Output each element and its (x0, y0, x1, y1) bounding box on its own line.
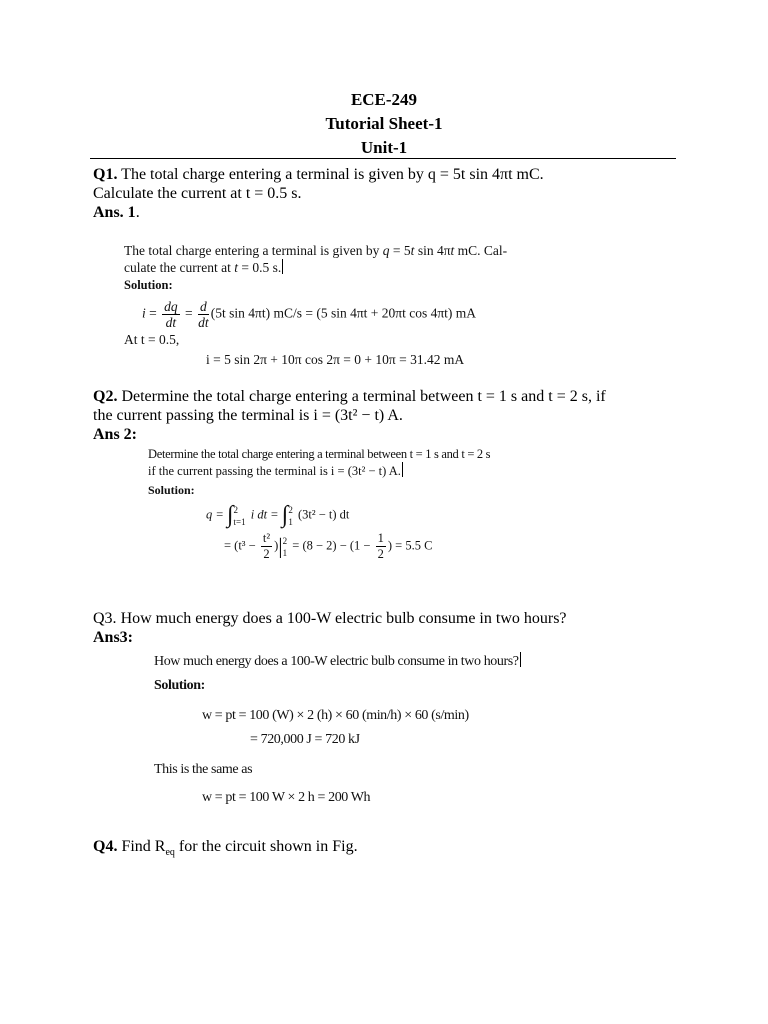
a3-problem-text: How much energy does a 100-W electric bulb consume in two hours? (154, 654, 519, 669)
a2-eval-limits: 2 1 (282, 535, 288, 558)
question-4-label: Q4. (93, 838, 118, 855)
a1-p2a: culate the current at (124, 260, 235, 275)
question-1-text-line1: The total charge entering a terminal is given by q = 5t sin 4πt mC. (117, 166, 544, 183)
a1-p1d: t (410, 243, 415, 258)
a2-eq2-a: = (t³ − (224, 538, 256, 553)
a2-frac-t2-2: $\frac{\text{t²}}{2}$ (262, 531, 271, 561)
answer-3-equation-1 (202, 708, 614, 724)
text-caret (402, 462, 403, 477)
a1-frac-d-dt: $\frac{d}{dt}$ (198, 299, 209, 330)
question-2-text-line2: the current passing the terminal is i = (3t² − t) A. (93, 407, 403, 424)
course-code: ECE-249 (350, 90, 418, 109)
a1-p1g: mC. Cal- (454, 243, 508, 258)
question-2-label: Q2. (93, 388, 118, 405)
question-4-subscript: eq (165, 847, 175, 859)
a2-eq2-c: = (8 − 2) − (1 − (292, 538, 371, 553)
answer-1-equation-1: i = $\frac{dq}{dt}$ = $\frac{d}{dt}$ (5t sin 4πt) mC/s = (5 sin 4πt + 20πt cos 4πt) mA (142, 299, 477, 330)
a1-eq1-rhs: (5t sin 4πt) mC/s = (5 sin 4πt + 20πt cos 4πt) mA (210, 305, 477, 321)
a1-frac-dq-dt: $\frac{dq}{dt}$ (164, 299, 178, 330)
answer-2-equation-1 (206, 502, 608, 529)
answer-1-label: Ans. 1 (93, 204, 136, 221)
a2-eq1-lhs: q = (206, 507, 224, 522)
answer-1-problem-line1 (124, 242, 644, 259)
answer-1-at-text: At t = 0.5, (124, 332, 180, 347)
a1-p2c: = 0.5 s. (237, 260, 282, 275)
answer-3-problem (154, 652, 614, 671)
answer-2-problem-line1: Determine the total charge entering a terminal between t = 1 s and t = 2 s (148, 447, 491, 461)
a1-p1f: t (450, 243, 455, 258)
text-caret (282, 259, 283, 274)
a2-frac-1-2: $\frac{1}{2}$ (377, 531, 384, 561)
a2-int1-body: i dt = (250, 507, 279, 522)
text-caret (520, 652, 521, 667)
a2-eq2-d: ) = 5.5 C (387, 538, 433, 553)
question-3-label: Q3. (93, 610, 117, 627)
question-4 (93, 837, 358, 862)
question-2 (93, 387, 606, 444)
integral-sign: ∫ (281, 502, 289, 528)
header-rule (90, 158, 676, 159)
answer-3-equation-2: = 720,000 J = 720 kJ (250, 732, 360, 747)
a2-int2-limits: 2 1 (288, 504, 293, 527)
unit-title: Unit-1 (360, 138, 408, 157)
a1-p1b: q (382, 243, 390, 258)
a2-p2: if the current passing the terminal is i = (3t² − t) A. (148, 464, 401, 478)
a1-p1e: sin 4π (414, 243, 451, 258)
a3-eq1: w = pt = 100 (W) × 2 (h) × 60 (min/h) × 60 (s/min) (202, 708, 469, 723)
answer-2-equation-2 (224, 531, 608, 562)
answer-2-solution-image (148, 446, 608, 562)
a1-p1a: The total charge entering a terminal is given by (124, 243, 383, 258)
a2-int2-body: (3t² − t) dt (297, 507, 350, 522)
answer-2-label: Ans 2: (93, 426, 138, 443)
a1-p1c: = 5 (389, 243, 411, 258)
answer-3-solution-image (154, 652, 614, 806)
integral-sign: ∫ (226, 502, 234, 528)
question-3-text: How much energy does a 100-W electric bulb consume in two hours? (116, 610, 567, 627)
a2-eq2-b: ) (274, 538, 279, 553)
answer-2-problem-line2 (148, 462, 608, 479)
answer-3-same-as: This is the same as (154, 762, 253, 777)
a2-int1-limits: 2 t=1 (233, 504, 246, 527)
answer-3-label: Ans3: (93, 629, 134, 646)
a1-eq1-lhs: i (142, 305, 146, 321)
question-1 (93, 165, 544, 222)
question-1-label: Q1. (93, 166, 118, 183)
question-4-text-b: for the circuit shown in Fig. (174, 838, 358, 855)
answer-3-equation-3: w = pt = 100 W × 2 h = 200 Wh (202, 790, 371, 805)
answer-1-dot: . (135, 204, 140, 221)
answer-1-solution-image (124, 242, 644, 368)
question-3 (93, 609, 567, 647)
answer-2-solution-label: Solution: (148, 483, 195, 497)
answer-1-solution-label: Solution: (124, 278, 173, 292)
question-2-text-line1: Determine the total charge entering a terminal between t = 1 s and t = 2 s, if (117, 388, 606, 405)
sheet-title: Tutorial Sheet-1 (325, 114, 443, 133)
question-1-text-line2: Calculate the current at t = 0.5 s. (93, 185, 302, 202)
question-4-text-a: Find R (117, 838, 166, 855)
eval-bar: | (278, 533, 283, 559)
a1-p2b: t (234, 260, 238, 275)
answer-3-solution-label: Solution: (154, 678, 205, 693)
answer-1-equation-2: i = 5 sin 2π + 10π cos 2π = 0 + 10π = 31.42 mA (206, 352, 465, 367)
answer-1-problem-line2 (124, 259, 644, 276)
